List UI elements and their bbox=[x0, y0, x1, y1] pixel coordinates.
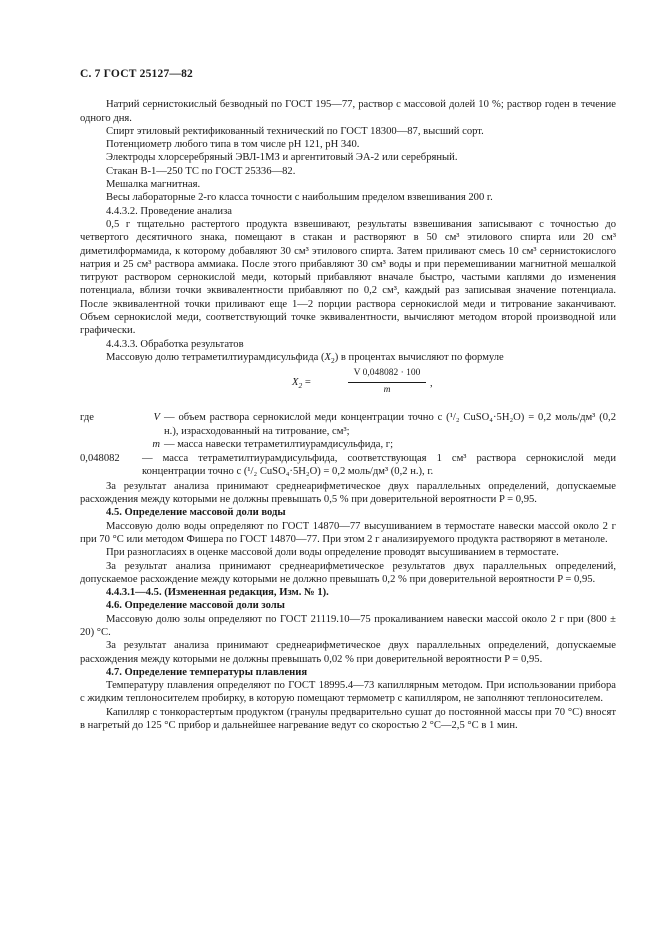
variable-definitions-2 bbox=[80, 452, 616, 479]
paragraph: Капилляр с тонкорастертым продуктом (гранулы предварительно сушат до постоянной массы при 70 °С) вносят в нагретый до 125 °С прибор и дальнейшее нагревание ведут со скоростью 2 °С—2,5 °С в 1 мин. bbox=[80, 706, 616, 732]
definition-row bbox=[80, 438, 616, 451]
paragraph: Массовую долю золы определяют по ГОСТ 21119.10—75 прокаливанием навески массой около 2 г при (800 ± 20) °С. bbox=[80, 613, 616, 638]
definition-symbol: V bbox=[153, 412, 160, 424]
formula-fraction bbox=[348, 367, 426, 397]
definition-text: — масса навески тетраметилтиурамдисульфида, г; bbox=[164, 438, 394, 450]
formula-intro: Массовую долю тетраметилтиурамдисульфида $(X_2)$ в процентах вычисляют по формуле bbox=[106, 351, 504, 366]
procedure-paragraph: 0,5 г тщательно растертого продукта взвешивают, результаты взвешивания записывают с точностью до четвертого десятичного знака, помещают в стакан и растворяют в 50 см³ этилового спирта или 20 см³ диметилформамида, к которому добавляют 30 см³ этилового спирта. Затем приливают смесь 10 см³ сернистокислого натрия и 25 см³ раствора аммиака. После этого прибавляют 30 см³ воды и при перемешивании магнитной мешалкой титруют раствором сернокислой меди, который прибавляют вначале быстро, частыми каплями до изменения потенциала, вблизи точки эквивалентности прибавляют по 0,2 см³, каждый раз записывая значение потенциала. После эквивалентной точки приливают еще 1—2 порции раствора сернокислой меди и титрование заканчивают. Объем сернокислой меди, соответствующий точке эквивалентности, вычисляют методом второй производной или графически. bbox=[80, 218, 616, 337]
reagent-line: Стакан В-1—250 ТС по ГОСТ 25336—82. bbox=[106, 165, 296, 177]
amendment-note: 4.4.3.1—4.5. (Измененная редакция, Изм. № 1). bbox=[106, 587, 329, 599]
reagent-line: Спирт этиловый ректификованный технический по ГОСТ 18300—87, высший сорт. bbox=[106, 125, 484, 137]
variable-definitions bbox=[80, 411, 616, 451]
definition-text: — объем раствора сернокислой меди концентрации точно c (¹/₂ CuSO₄·5H₂O) = 0,2 моль/дм³ (0,2 н.), израсходованный на титрование, см³; bbox=[164, 412, 616, 437]
definition-row bbox=[80, 452, 616, 479]
document-page bbox=[80, 68, 616, 732]
paragraph: Массовую долю воды определяют по ГОСТ 14870—77 высушиванием в термостате навески массой около 2 г при 70 °С или методом Фишера по ГОСТ 14870—77. При этом 2 г анализируемого продукта растворяют в метаноле. bbox=[80, 520, 616, 545]
formula-numerator: V 0,048082 · 100 bbox=[348, 367, 426, 382]
definition-symbol: 0,048082 bbox=[80, 453, 120, 465]
where-label: где bbox=[80, 412, 94, 424]
section-heading-4433: 4.4.3.3. Обработка результатов bbox=[106, 338, 244, 350]
section-heading-4432: 4.4.3.2. Проведение анализа bbox=[106, 205, 232, 217]
formula bbox=[80, 367, 616, 405]
definition-row bbox=[80, 411, 616, 438]
reagent-line: Весы лабораторные 2-го класса точности с наибольшим пределом взвешивания 200 г. bbox=[106, 192, 493, 204]
definition-text: — масса тетраметилтиурамдисульфида, соответствующая 1 см³ раствора сернокислой меди концентрации точно c (¹/₂ CuSO₄·5H₂O) = 0,2 моль/дм³ (0,2 н.), г. bbox=[142, 453, 616, 478]
reagent-line: Электроды хлорсеребряный ЭВЛ-1МЗ и аргентитовый ЭА-2 или серебряный. bbox=[106, 152, 458, 164]
paragraph: За результат анализа принимают среднеарифметическое двух параллельных определений, допускаемые расхождения между которыми не должны превышать 0,02 % при доверительной вероятности P = 0,95. bbox=[80, 640, 616, 665]
paragraph: При разногласиях в оценке массовой доли воды определение проводят высушиванием в термостате. bbox=[106, 547, 559, 559]
reagent-line: Потенциометр любого типа в том числе рН 121, рН 340. bbox=[106, 139, 360, 151]
formula-end: , bbox=[430, 378, 433, 390]
definition-symbol: m bbox=[152, 438, 160, 450]
formula-lhs: $X_2$ = bbox=[292, 377, 311, 391]
result-paragraph: За результат анализа принимают среднеарифметическое двух параллельных определений, допускаемые расхождения между которыми не должны превышать 0,5 % при доверительной вероятности P = 0,95. bbox=[80, 480, 616, 506]
section-heading-46: 4.6. Определение массовой доли золы bbox=[106, 600, 285, 612]
page-header: С. 7 ГОСТ 25127—82 bbox=[80, 68, 193, 80]
paragraph: Температуру плавления определяют по ГОСТ 18995.4—73 капиллярным методом. При использовании прибора с жидким теплоносителем пробирку, в которую помещают термометр с капилляром, не заполняют теплоносителем. bbox=[80, 680, 616, 705]
reagent-line: Мешалка магнитная. bbox=[106, 179, 201, 191]
section-heading-45: 4.5. Определение массовой доли воды bbox=[106, 507, 286, 519]
reagent-line: Натрий сернистокислый безводный по ГОСТ 195—77, раствор с массовой долей 10 %; раствор годен в течение одного дня. bbox=[80, 99, 616, 124]
formula-denominator: m bbox=[383, 384, 391, 395]
paragraph: За результат анализа принимают среднеарифметическое результатов двух параллельных определений, допускаемое расхождение между которыми не должно превышать 0,2 % при доверительной вероятности P = 0,95. bbox=[80, 560, 616, 585]
section-heading-47: 4.7. Определение температуры плавления bbox=[106, 666, 308, 678]
